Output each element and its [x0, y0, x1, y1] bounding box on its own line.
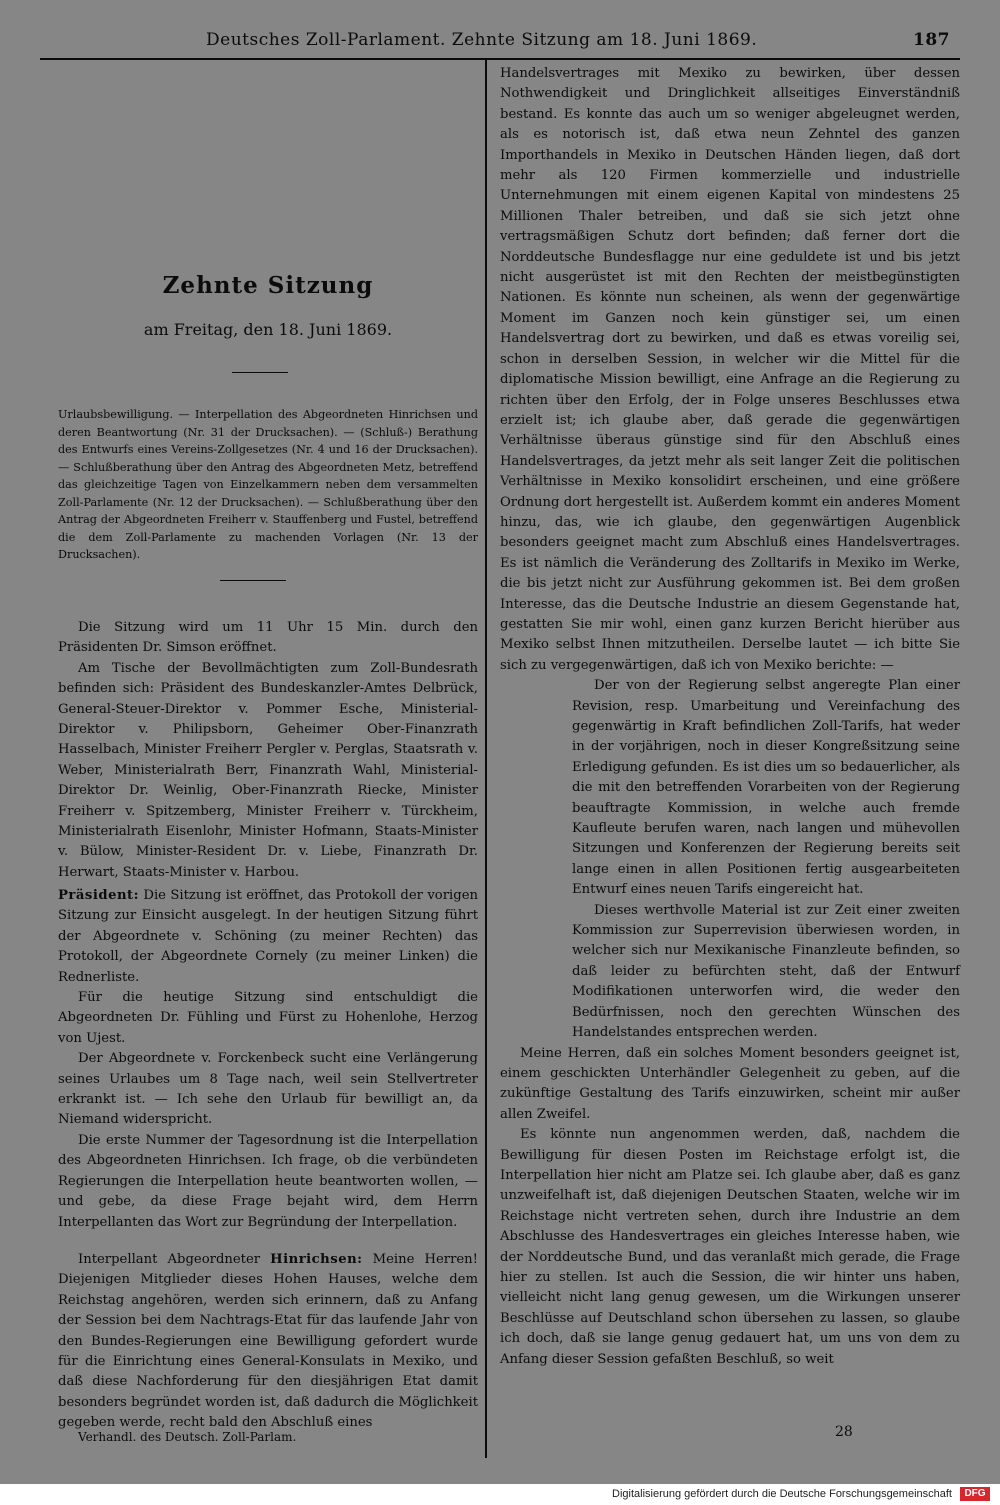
opening-section [58, 618, 478, 883]
paragraph [58, 886, 478, 988]
running-header [40, 28, 960, 56]
speaker-label: Präsident: [58, 888, 140, 903]
paragraph-text: Meine Herren! Diejenigen Mitglieder dieses Hohen Hauses, welche dem Reichstag angehören, werden sich erinnern, daß zu Anfang der Session bei dem Nachtrags-Etat für das laufende Jahr von den Bundes-Regierungen eine Bewilligung gefordert wurde für die Einrichtung eines General-Konsulats in Mexiko, und daß diese Nachforderung für den diesjährigen Etat damit besonders begründet worden ist, daß dadurch die Möglichkeit gegeben werde, recht bald den Abschluß eines [58, 1252, 478, 1431]
block-quote: Der von der Regierung selbst angeregte Plan einer Revision, resp. Umarbeitung und Vereinfachung des gegenwärtig in Kraft befindlichen Zoll-Tarifs, hat weder in der vorjährigen, noch in dieser Kongreßsitzung seine Erledigung gefunden. Es ist dies um so bedauerlicher, als die mit den betreffenden Vorarbeiten von der Regierung beauftragte Kommission, in welche auch fremde Kaufleute berufen waren, nach langen und mühevollen Sitzungen und Konferenzen der Regierung bereits seit lange einen in allen Positionen fertig ausgearbeiteten Entwurf eines neuen Tarifs eingereicht hat. [572, 678, 960, 898]
paragraph: Es könnte nun angenommen werden, daß, nachdem die Bewilligung für diesen Posten im Reichstage erfolgt ist, die Interpellation hier nicht am Platze sei. Ich glaube aber, daß es ganz unzweifelhaft ist, daß diejenigen Deutschen Staaten, welche wir im Reichstage nicht vertreten sehen, durch ihre Industrie an dem Abschlusse des Handesvertrages ein gleiches Interesse haben, wie der Norddeutsche Bund, und das veranlaßt mich gerade, die Frage hier zu stellen. Ist auch die Session, die wir hinter uns haben, vielleicht nicht lang genug gewesen, um die Wirkungen unserer Beschlüsse auf Deutschland schon übersehen zu lassen, so glaube ich doch, daß sie lange genug gedauert hat, um uns von dem zu Anfang dieser Session gefaßten Beschluß, so weit [500, 1127, 960, 1367]
paragraph [58, 1250, 478, 1434]
paragraph: Die erste Nummer der Tagesordnung ist die Interpellation des Abgeordneten Hinrichsen. Ich frage, ob die verbündeten Regierungen die Interpellation heute beantworten wollen, — und gebe, da diese Frage bejaht wird, dem Herrn Interpellanten das Wort zur Begründung der Interpellation. [58, 1132, 478, 1230]
paragraph: Am Tische der Bevollmächtigten zum Zoll-Bundesrath befinden sich: Präsident des Bundeskanzler-Amtes Delbrück, General-Steuer-Direktor v. Pommer Esche, Ministerial-Direktor v. Philipsborn, Geheimer Ober-Finanzrath Hasselbach, Minister Freiherr Pergler v. Perglas, Staatsrath v. Weber, Ministerialrath Berr, Finanzrath Wahl, Ministerial-Direktor Dr. Weinlig, Ober-Finanzrath Riecke, Minister Freiherr v. Spitzemberg, Minister Freiherr v. Türckheim, Ministerialrath Eisenlohr, Minister Hofmann, Staats-Minister v. Bülow, Minister-Resident Dr. v. Liebe, Finanzrath Dr. Herwart, Staats-Minister v. Harbou. [58, 660, 478, 880]
paragraph-text: Die Sitzung ist eröffnet, das Protokoll der vorigen Sitzung zur Einsicht ausgelegt. In der heutigen Sitzung führt der Abgeordnete v. Schöning (zu meiner Rechten) das Protokoll, der Abgeordnete Cornely (zu meiner Linken) die Rednerliste. [58, 888, 478, 985]
paragraph: Für die heutige Sitzung sind entschuldigt die Abgeordneten Dr. Fühling und Fürst zu Hohenlohe, Herzog von Ujest. [58, 990, 478, 1046]
footer-signature: Verhandl. des Deutsch. Zoll-Parlam. [78, 1430, 297, 1444]
divider-rule [220, 580, 286, 581]
speaker-prefix: Interpellant Abgeordneter [78, 1252, 261, 1267]
right-column [500, 64, 960, 1370]
paragraph: Handelsvertrages mit Mexiko zu bewirken, über dessen Nothwendigkeit und Dringlichkeit allseitiges Einverständniß bestand. Es konnte das auch um so weniger abgeleugnet werden, als es notorisch ist, daß etwa neun Zehntel des ganzen Importhandels in Mexiko in Deutschen Händen liegen, daß dort mehr als 120 Firmen kommerzielle und industrielle Unternehmungen mit einem eigenen Kapital von mindestens 25 Millionen Thaler betreiben, und daß sie sich jetzt ohne vertragsmäßigen Schutz dort befinden; daß ferner dort die Norddeutsche Bundesflagge nur eine geduldete ist und bis jetzt nicht ausgerüstet ist mit den Rechten der meistbegünstigten Nationen. Es könnte nun scheinen, als wenn der gegenwärtige Moment im Ganzen noch kein günstiger sei, um einen Handelsvertrag dort zu bewirken, und daß es etwas voreilig sei, schon in derselben Session, in welcher wir die Mittel für die diplomatische Mission bewilligt, eine Anfrage an die Regierung zu richten über den Erfolg, der in Folge unseres Beschlusses etwa erzielt ist; ich glaube aber, daß gerade die gegenwärtigen Verhältnisse überaus günstige sind für den Abschluß eines Handelsvertrages, da jetzt mehr als seit langer Zeit die politischen Verhältnisse in Mexiko konsolidirt erscheinen, und eine größere Ordnung dort hergestellt ist. Außerdem kommt ein anderes Moment hinzu, das, wie ich glaube, den gegenwärtigen Augenblick besonders geeignet macht zum Abschluß eines Handelsvertrages. Es ist nämlich die Veränderung des Zolltarifs in Mexiko im Werke, die bis jetzt nicht zur Ausführung gekommen ist. Bei dem großen Interesse, das die Deutsche Industrie an diesem Gegenstande hat, gestatten Sie mir wohl, einen ganz kurzen Bericht hierüber aus Mexiko selbst Ihnen mitzutheilen. Derselbe lautet — ich bitte Sie sich zu vergegenwärtigen, daß ich von Mexiko berichte: — [500, 66, 960, 673]
session-date: am Freitag, den 18. Juni 1869. [143, 320, 393, 339]
sheet-number: 28 [835, 1424, 853, 1440]
column-divider [485, 58, 487, 1458]
header-title: Deutsches Zoll-Parlament. Zehnte Sitzung am 18. Juni 1869. [206, 30, 758, 50]
speaker-label: Hinrichsen: [270, 1252, 363, 1267]
president-section [58, 886, 478, 1233]
digitization-note: Digitalisierung gefördert durch die Deutsche Forschungsgemeinschaft [612, 1488, 952, 1500]
page-number: 187 [913, 30, 950, 50]
header-rule [40, 58, 960, 60]
interpellant-section [58, 1250, 478, 1434]
session-title: Zehnte Sitzung [162, 272, 374, 299]
agenda-summary: Urlaubsbewilligung. — Interpellation des Abgeordneten Hinrichsen und deren Beantwortung (Nr. 31 der Drucksachen). — (Schluß-) Berathung des Entwurfs eines Vereins-Zollgesetzes (Nr. 4 und 16 der Drucksachen). — Schlußberathung über den Antrag des Abgeordneten Metz, betreffend das gleichzeitige Tagen von Einzelkammern neben dem versammelten Zoll-Parlamente (Nr. 12 der Drucksachen). — Schlußberathung über den Antrag der Abgeordneten Freiherr v. Stauffenberg und Fustel, betreffend die dem Zoll-Parlamente zu machenden Vorlagen (Nr. 13 der Drucksachen). [58, 408, 478, 561]
dfg-logo: DFG [960, 1487, 990, 1501]
paragraph: Der Abgeordnete v. Forckenbeck sucht eine Verlängerung seines Urlaubes um 8 Tage nach, weil sein Stellvertreter erkrankt ist. — Ich sehe den Urlaub für bewilligt an, da Niemand widerspricht. [58, 1051, 478, 1128]
paragraph: Meine Herren, daß ein solches Moment besonders geeignet ist, einem geschickten Unterhändler Gelegenheit zu geben, auf die zukünftige Gestaltung des Tarifs einzuwirken, scheint mir außer allen Zweifel. [500, 1045, 960, 1122]
divider-rule [232, 372, 288, 373]
digitization-bar [0, 1484, 1000, 1505]
paragraph: Die Sitzung wird um 11 Uhr 15 Min. durch den Präsidenten Dr. Simson eröffnet. [58, 620, 478, 656]
block-quote: Dieses werthvolle Material ist zur Zeit einer zweiten Kommission zur Superrevision überwiesen worden, in welcher sich nur Mexikanische Finanzleute befinden, so daß leider zu befürchten steht, daß der Entwurf Modifikationen unterworfen wird, die weder den Bedürfnissen, noch den gerechten Wünschen des Handelstandes entsprechen werden. [572, 902, 960, 1041]
